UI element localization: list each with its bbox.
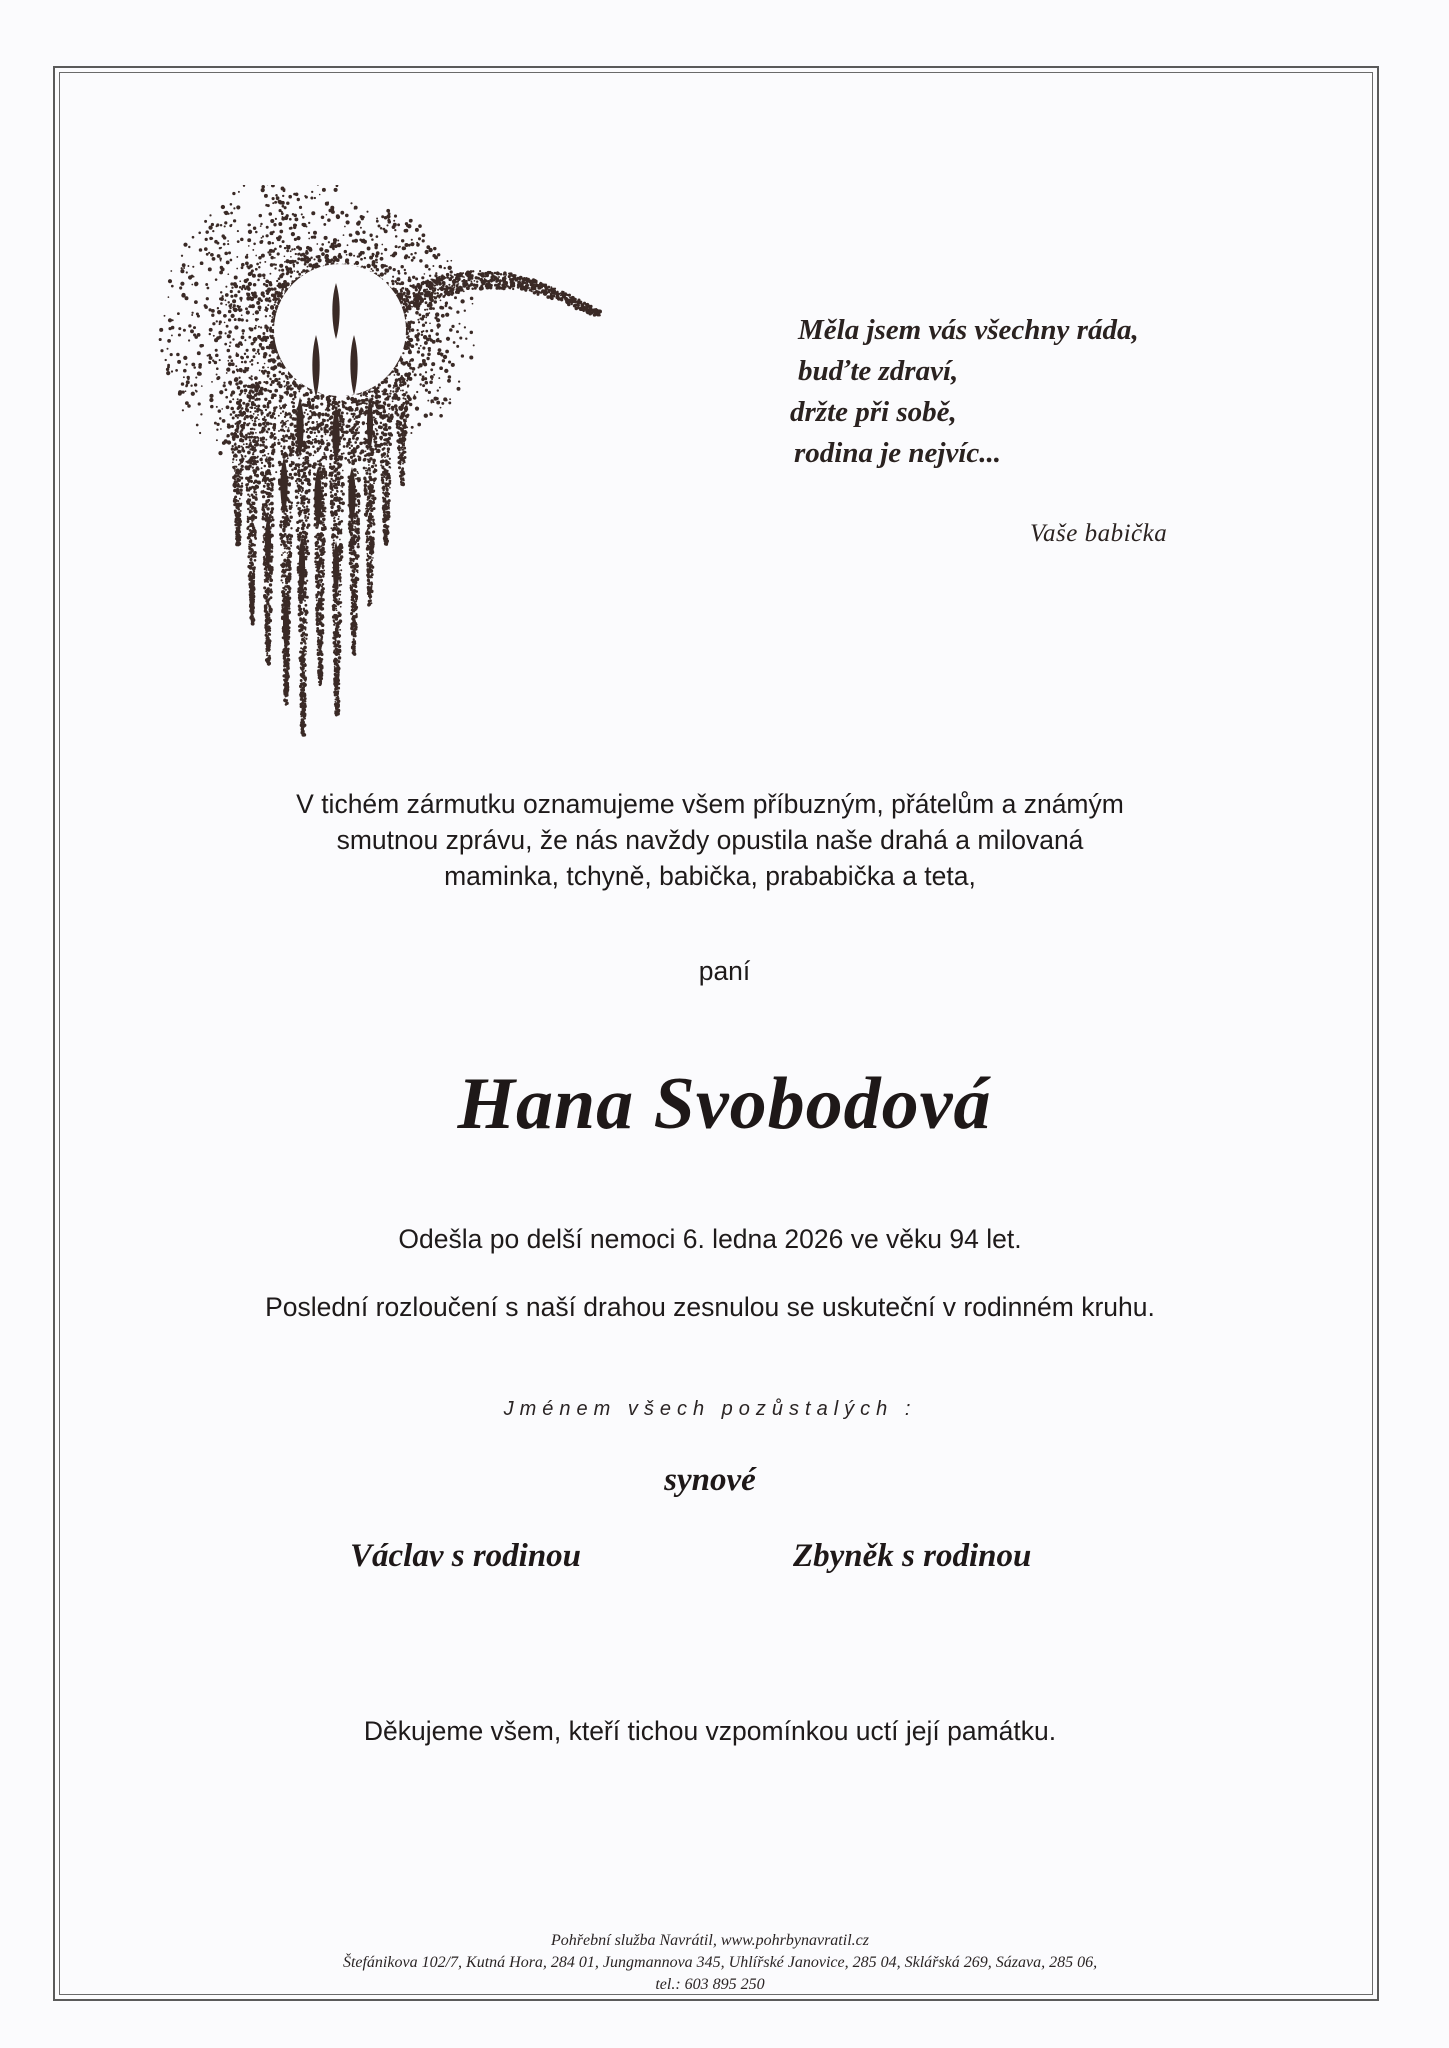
survivor-name: Václav s rodinou	[350, 1538, 582, 1574]
farewell-info: Poslední rozloučení s naší drahou zesnulou se uskuteční v rodinném kruhu.	[265, 1292, 1155, 1322]
footer-line: tel.: 603 895 250	[655, 1976, 765, 1993]
announcement-line: V tichém zármutku oznamujeme všem příbuzným, přátelům a známým	[296, 789, 1124, 819]
moon-candles-emblem-icon	[140, 185, 610, 745]
honorific: paní	[698, 956, 751, 986]
survivor-name: Zbyněk s rodinou	[793, 1538, 1032, 1574]
announcement-line: smutnou zprávu, že nás navždy opustila naše drahá a milovaná	[336, 825, 1084, 855]
on-behalf-label: Jménem všech pozůstalých :	[503, 1398, 917, 1420]
footer-line: Pohřební služba Navrátil, www.pohrbynavratil.cz	[551, 1932, 869, 1949]
deceased-name: Hana Svobodová	[457, 1063, 992, 1145]
death-info: Odešla po delší nemoci 6. ledna 2026 ve věku 94 let.	[398, 1224, 1022, 1254]
footer-line: Štefánikova 102/7, Kutná Hora, 284 01, Jungmannova 345, Uhlířské Janovice, 285 04, Sklářská 269, Sázava, 285 06,	[342, 1954, 1098, 1971]
poem-signature: Vaše babička	[1030, 520, 1168, 547]
funeral-service-footer	[0, 1930, 1420, 1996]
announcement-line: maminka, tchyně, babička, prababička a teta,	[444, 861, 976, 891]
thanks-text: Děkujeme všem, kteří tichou vzpomínkou uctí její památku.	[363, 1716, 1057, 1746]
announcement-text	[180, 786, 1240, 894]
survivor-relation: synové	[664, 1462, 756, 1498]
poem-line: Měla jsem vás všechny ráda,	[798, 314, 1139, 346]
poem-line: rodina je nejvíc...	[794, 437, 1002, 469]
poem-line: buďte zdraví,	[798, 355, 959, 387]
poem-line: držte při sobě,	[790, 396, 957, 428]
poem-verse	[790, 310, 1139, 474]
